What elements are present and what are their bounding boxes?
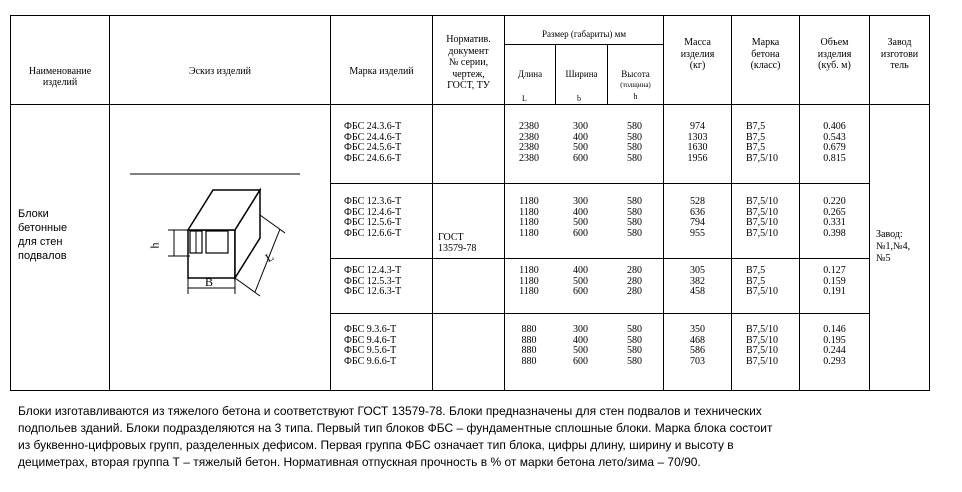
size-group-divider [504,44,663,45]
table-cell-height: 580 [627,131,642,143]
table-cell-length: 880 [521,345,537,357]
sketch-label-l: L [262,249,277,265]
table-cell-mark: ФБС 24.6.6-Т [344,152,402,164]
block-sketch [110,160,330,305]
table-cell-volume: 0.543 [823,131,846,143]
table-cell-width: 500 [573,345,588,357]
table-bottom-border [10,390,930,391]
table-cell-width: 400 [573,265,588,276]
table-cell-volume: 0.244 [823,345,846,357]
table-cell-concrete: В7,5 [746,121,766,132]
table-cell-width: 500 [573,142,588,154]
table-cell-width: 600 [573,152,588,164]
header-name: Наименование изделий [28,66,92,88]
table-cell-length: 1180 [519,265,539,276]
table-cell-mass: 586 [690,345,705,357]
table-cell-length: 880 [521,334,537,346]
table-cell-mark: ФБС 9.6.6-Т [344,355,397,367]
table-cell-concrete: В7,5/10 [746,334,778,346]
table-cell-volume: 0.398 [823,227,846,239]
sketch-label-h: h [147,242,162,249]
table-cell-width: 600 [573,355,588,367]
table-cell-height: 580 [627,142,642,154]
table-cell-concrete: В7,5 [746,142,766,154]
table-cell-mass: 528 [690,196,705,207]
table-cell-width: 300 [573,324,588,335]
group-divider-3 [330,313,870,314]
table-cell-mass: 1303 [687,131,708,143]
header-factory: Завод изготови тель [880,37,919,71]
header-sketch: Эскиз изделий [188,66,252,77]
table-cell-mark: ФБС 12.4.6-Т [344,206,402,218]
group-divider-2 [330,258,870,259]
table-cell-height: 580 [627,227,642,239]
table-cell-concrete: В7,5/10 [746,324,778,335]
table-cell-mass: 636 [690,206,705,218]
table-cell-mass: 974 [690,121,705,132]
table-cell-width: 300 [573,196,588,207]
header-bottom-border [10,104,930,105]
table-cell-concrete: В7,5/10 [746,152,778,164]
table-cell-volume: 0.406 [823,121,846,132]
table-cell-volume: 0.220 [823,196,846,207]
header-height-sub: (толщина) [620,81,651,89]
table-cell-height: 580 [627,324,642,335]
table-cell-volume: 0.195 [823,334,846,346]
table-cell-height: 580 [627,152,642,164]
sketch-label-b: B [205,275,214,289]
header-concrete: Марка бетона (класс) [750,37,781,71]
header-height-symbol: h [633,92,638,101]
table-cell-length: 1180 [519,196,539,207]
table-cell-width: 600 [573,286,588,298]
table-cell-volume: 0.159 [823,275,846,287]
table-cell-length: 2380 [519,121,539,132]
header-length-symbol: L [522,94,527,103]
table-cell-volume: 0.293 [823,355,846,367]
table-cell-height: 280 [627,265,642,276]
table-cell-volume: 0.127 [823,265,846,276]
table-cell-mass: 382 [690,275,705,287]
header-volume: Объем изделия (куб. м) [817,37,852,71]
table-cell-mass: 955 [690,227,705,239]
table-cell-width: 400 [573,131,588,143]
table-cell-height: 580 [627,121,642,132]
header-size-group: Размер (габариты) мм [541,29,627,39]
table-cell-mass: 794 [690,217,705,229]
table-cell-mass: 1956 [687,152,708,164]
table-cell-height: 280 [627,275,642,287]
table-cell-concrete: В7,5 [746,265,766,276]
header-mark: Марка изделий [349,66,414,77]
description-line: Блоки изготавливаются из тяжелого бетона и соответствуют ГОСТ 13579-78. Блоки предназначены для стен подвалов и технических [18,404,762,418]
table-cell-height: 580 [627,355,642,367]
group-divider-1 [330,183,870,184]
table-cell-mark: ФБС 12.5.6-Т [344,217,402,229]
col-border-11 [929,15,930,390]
table-cell-length: 1180 [519,227,539,239]
table-cell-volume: 0.331 [823,217,846,229]
table-cell-mass: 458 [690,286,705,298]
table-cell-concrete: В7,5/10 [746,286,778,298]
table-cell-mark: ФБС 24.5.6-Т [344,142,402,154]
table-cell-mark: ФБС 12.6.6-Т [344,227,402,239]
table-cell-mark: ФБС 12.4.3-Т [344,265,402,276]
table-cell-length: 1180 [519,286,539,298]
table-cell-length: 2380 [519,131,539,143]
table-cell-mass: 350 [690,324,705,335]
product-name: Блоки бетонные для стен подвалов [18,208,68,262]
table-cell-height: 580 [627,334,642,346]
table-cell-mark: ФБС 9.5.6-Т [344,345,397,357]
description-line: дециметрах, вторая группа Т – тяжелый бетон. Нормативная отпускная прочность в % от марки бетона лето/зима – 70/90. [18,455,701,469]
table-cell-mark: ФБС 12.6.3-Т [344,286,402,298]
table-cell-width: 500 [573,275,588,287]
header-length: Длина [517,69,543,79]
table-cell-length: 1180 [519,275,539,287]
table-cell-volume: 0.146 [823,324,846,335]
table-cell-width: 300 [573,121,588,132]
table-cell-height: 580 [627,196,642,207]
table-cell-height: 580 [627,217,642,229]
table-cell-concrete: В7,5/10 [746,206,778,218]
table-cell-mark: ФБС 24.4.6-Т [344,131,402,143]
table-cell-height: 280 [627,286,642,298]
table-cell-concrete: В7,5/10 [746,196,778,207]
table-cell-width: 400 [573,334,588,346]
table-cell-length: 880 [521,355,537,367]
header-width: Ширина [565,69,598,79]
col-border-0 [10,15,11,390]
table-cell-length: 880 [521,324,537,335]
table-cell-length: 1180 [519,217,539,229]
table-cell-volume: 0.679 [823,142,846,154]
description-line: из буквенно-цифровых групп, разделенных дефисом. Первая группа ФБС означает тип блока, цифры длину, ширину и высоту в [18,438,734,452]
table-cell-length: 1180 [519,206,539,218]
table-cell-mass: 305 [690,265,705,276]
table-cell-width: 500 [573,217,588,229]
table-cell-concrete: В7,5 [746,275,766,287]
table-cell-volume: 0.815 [823,152,846,164]
header-normative: Норматив. документ № серии, чертеж, ГОСТ, ТУ [446,34,491,91]
gost-number: ГОСТ 13579-78 [438,232,477,254]
table-cell-concrete: В7,5/10 [746,227,778,239]
table-cell-concrete: В7,5/10 [746,355,778,367]
table-cell-height: 580 [627,345,642,357]
table-cell-mark: ФБС 12.5.3-Т [344,275,402,287]
table-cell-length: 2380 [519,152,539,164]
table-cell-mass: 468 [690,334,705,346]
factory-value: Завод: №1,№4, №5 [876,229,911,264]
table-top-border [10,15,930,16]
description-line: подпольев зданий. Блоки подразделяются на 3 типа. Первый тип блоков ФБС – фундаментные сплошные блоки. Марка блока состоит [18,421,773,435]
table-cell-concrete: В7,5/10 [746,217,778,229]
table-cell-mark: ФБС 24.3.6-Т [344,121,402,132]
table-cell-mark: ФБС 12.3.6-Т [344,196,402,207]
table-cell-volume: 0.265 [823,206,846,218]
header-mass: Масса изделия (кг) [680,37,715,71]
description [18,403,948,471]
header-height: Высота [621,69,650,79]
table-cell-width: 600 [573,227,588,239]
table-cell-mass: 703 [690,355,705,367]
table-cell-concrete: В7,5/10 [746,345,778,357]
table-cell-mark: ФБС 9.3.6-Т [344,324,397,335]
table-cell-mass: 1630 [687,142,708,154]
table-cell-volume: 0.191 [823,286,846,298]
header-width-symbol: b [577,94,581,103]
table-cell-width: 400 [573,206,588,218]
table-cell-height: 580 [627,206,642,218]
table-cell-length: 2380 [519,142,539,154]
table-cell-mark: ФБС 9.4.6-Т [344,334,397,346]
table-cell-concrete: В7,5 [746,131,766,143]
